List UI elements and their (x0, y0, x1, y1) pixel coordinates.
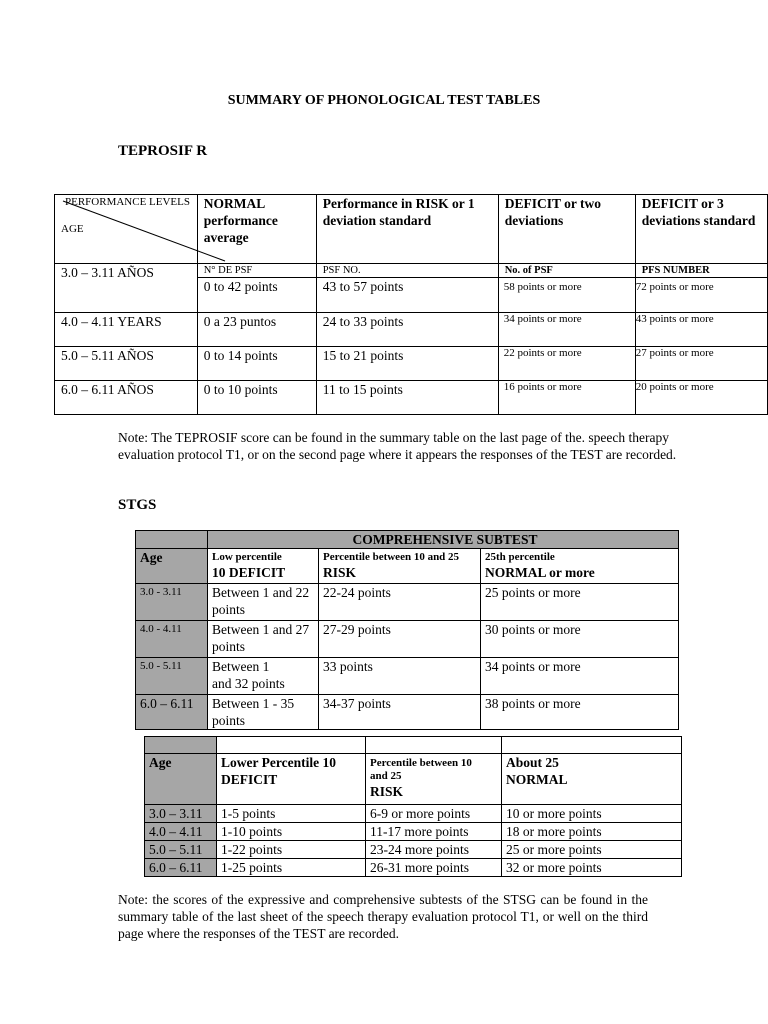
corner-top-label: PERFORMANCE LEVELS (65, 196, 190, 208)
value-cell: 23-24 more points (366, 841, 502, 859)
value-cell: 22-24 points (319, 584, 481, 621)
table-row (55, 313, 768, 347)
header-normal: About 25 NORMAL (502, 754, 682, 805)
banner-row (136, 531, 679, 549)
value-cell: 18 or more points (502, 823, 682, 841)
value-cell: 20 points or more (635, 381, 767, 415)
value-cell: Between 1 and 32 points (208, 658, 319, 695)
section-title-stgs: STGS (118, 497, 157, 513)
value-cell: Between 1 and 27 points (208, 621, 319, 658)
section-title-teprosif: TEPROSIF R (118, 143, 208, 159)
value-cell: 34 points or more (481, 658, 679, 695)
corner-cell (55, 195, 198, 264)
teprosif-note: Note: The TEPROSIF score can be found in the summary table on the last page of the. speech therapy evaluation protocol T1, or on the second page where it appears the responses of the TEST are recorded. (118, 430, 677, 462)
age-cell: 5.0 – 5.11 (145, 841, 217, 859)
banner-spacer (136, 531, 208, 549)
header-normal: 25th percentile NORMAL or more (481, 549, 679, 584)
table-row (136, 621, 679, 658)
value-cell: 0 to 10 points (197, 381, 316, 415)
table-row (55, 381, 768, 415)
header-normal: NORMAL performance average (197, 195, 316, 264)
table-row (145, 823, 682, 841)
value-cell: 58 points or more (498, 278, 635, 313)
age-cell: 5.0 – 5.11 AÑOS (55, 347, 198, 381)
teprosif-header-row (55, 195, 768, 264)
table-row (136, 584, 679, 621)
stgs-comprehensive-table (135, 530, 679, 730)
value-cell: 22 points or more (498, 347, 635, 381)
age-cell: 3.0 - 3.11 (136, 584, 208, 621)
value-cell: 24 to 33 points (316, 313, 498, 347)
document-title: SUMMARY OF PHONOLOGICAL TEST TABLES (227, 93, 541, 108)
age-header: Age (145, 754, 217, 805)
header-deficit-3: DEFICIT or 3 deviations standard (635, 195, 767, 264)
blank-cell (217, 737, 366, 754)
header-risk: Percentile between 10 and 25 RISK (319, 549, 481, 584)
stgs-note: Note: the scores of the expressive and comprehensive subtests of the STSG can be found in the summary table of the last sheet of the speech therapy evaluation protocol T1, or well on the third page where the responses of the TEST are recorded. (118, 892, 648, 941)
value-cell: 25 points or more (481, 584, 679, 621)
value-cell: 43 to 57 points (316, 278, 498, 313)
age-cell: 6.0 – 6.11 (145, 859, 217, 877)
value-cell: 30 points or more (481, 621, 679, 658)
sub-header: PSF NO. (316, 264, 498, 278)
value-cell: 33 points (319, 658, 481, 695)
header-deficit: Low percentile 10 DEFICIT (208, 549, 319, 584)
header-row (145, 754, 682, 805)
header-deficit-2: DEFICIT or two deviations (498, 195, 635, 264)
corner-bottom-label: AGE (61, 223, 84, 235)
value-cell: 72 points or more (635, 278, 767, 313)
value-cell: 32 or more points (502, 859, 682, 877)
age-cell: 4.0 - 4.11 (136, 621, 208, 658)
teprosif-table (54, 194, 768, 415)
value-cell: 0 a 23 puntos (197, 313, 316, 347)
sub-header: No. of PSF (498, 264, 635, 278)
value-cell: 26-31 more points (366, 859, 502, 877)
age-cell: 3.0 – 3.11 AÑOS (55, 264, 198, 313)
table-row (136, 658, 679, 695)
value-cell: 10 or more points (502, 805, 682, 823)
value-cell: 0 to 42 points (197, 278, 316, 313)
sub-header: PFS NUMBER (635, 264, 767, 278)
value-cell: 11-17 more points (366, 823, 502, 841)
age-cell: 6.0 – 6.11 (136, 695, 208, 730)
value-cell: Between 1 and 22 points (208, 584, 319, 621)
header-row (136, 549, 679, 584)
value-cell: 6-9 or more points (366, 805, 502, 823)
value-cell: 15 to 21 points (316, 347, 498, 381)
value-cell: 27-29 points (319, 621, 481, 658)
blank-row (145, 737, 682, 754)
value-cell: 1-10 points (217, 823, 366, 841)
value-cell: 11 to 15 points (316, 381, 498, 415)
blank-cell (366, 737, 502, 754)
header-risk: Performance in RISK or 1 deviation standard (316, 195, 498, 264)
value-cell: 27 points or more (635, 347, 767, 381)
header-risk: Percentile between 10 and 25 RISK (366, 754, 502, 805)
age-cell: 5.0 - 5.11 (136, 658, 208, 695)
value-cell: 16 points or more (498, 381, 635, 415)
table-row (145, 859, 682, 877)
age-cell: 4.0 – 4.11 (145, 823, 217, 841)
age-cell: 6.0 – 6.11 AÑOS (55, 381, 198, 415)
value-cell: 1-22 points (217, 841, 366, 859)
value-cell: 1-25 points (217, 859, 366, 877)
age-header: Age (136, 549, 208, 584)
age-cell: 3.0 – 3.11 (145, 805, 217, 823)
age-cell: 4.0 – 4.11 YEARS (55, 313, 198, 347)
table-row (55, 264, 768, 278)
subtest-banner: COMPREHENSIVE SUBTEST (208, 531, 679, 549)
table-row (145, 841, 682, 859)
value-cell: 43 points or more (635, 313, 767, 347)
table-row (136, 695, 679, 730)
value-cell: 0 to 14 points (197, 347, 316, 381)
blank-cell (145, 737, 217, 754)
value-cell: 1-5 points (217, 805, 366, 823)
value-cell: 25 or more points (502, 841, 682, 859)
value-cell: 34-37 points (319, 695, 481, 730)
sub-header: N° DE PSF (197, 264, 316, 278)
value-cell: 38 points or more (481, 695, 679, 730)
value-cell: 34 points or more (498, 313, 635, 347)
header-deficit: Lower Percentile 10 DEFICIT (217, 754, 366, 805)
blank-cell (502, 737, 682, 754)
table-row (55, 347, 768, 381)
table-row (145, 805, 682, 823)
value-cell: Between 1 - 35 points (208, 695, 319, 730)
stgs-expressive-table (144, 736, 682, 877)
